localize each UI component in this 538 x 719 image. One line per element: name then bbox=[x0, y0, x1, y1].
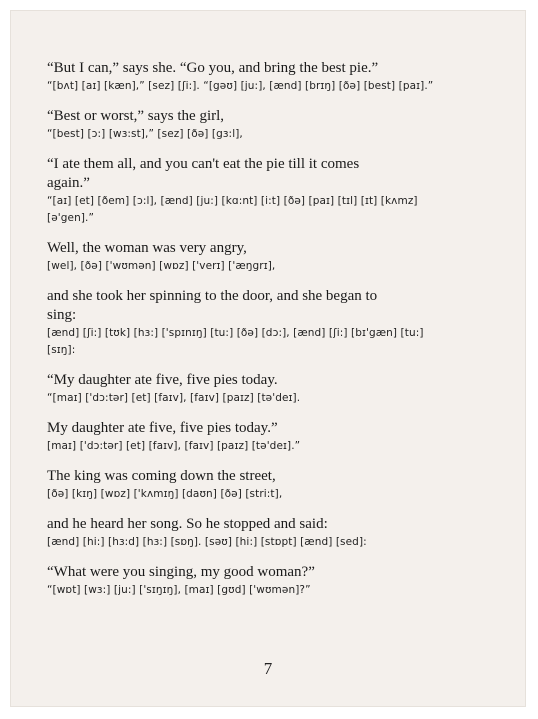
paragraph bbox=[47, 563, 499, 599]
english-line: “I ate them all, and you can't eat the pie till it comes bbox=[47, 156, 360, 172]
ipa-transcription: [wel], [ðə] ['wʊmən] [wɒz] ['verɪ] ['æŋgrɪ], bbox=[47, 260, 276, 272]
english-line: “My daughter ate five, five pies today. bbox=[47, 372, 278, 388]
ipa-transcription: “[bʌt] [aɪ] [kæn],” [sez] [ʃi:]. “[gəʊ] [ju:], [ænd] [brɪŋ] [ðə] [best] [paɪ].” bbox=[47, 80, 434, 92]
ipa-transcription: “[best] [ɔ:] [wɜ:st],” [sez] [ðə] [gɜ:l], bbox=[47, 128, 243, 140]
english-line: “But I can,” says she. “Go you, and bring the best pie.” bbox=[47, 60, 379, 76]
english-line: again.” bbox=[47, 175, 90, 191]
ipa-transcription: [ðə] [kɪŋ] [wɒz] ['kʌmɪŋ] [daʊn] [ðə] [stri:t], bbox=[47, 488, 283, 500]
page-content bbox=[47, 59, 499, 611]
ipa-transcription: [sɪŋ]: bbox=[47, 344, 76, 356]
ipa-transcription: [ænd] [ʃi:] [tʊk] [hɜ:] ['spɪnɪŋ] [tu:] [ðə] [dɔ:], [ænd] [ʃi:] [bɪ'gæn] [tu:] bbox=[47, 327, 424, 339]
paragraph bbox=[47, 107, 499, 143]
english-line: and she took her spinning to the door, and she began to bbox=[47, 288, 378, 304]
english-line: “Best or worst,” says the girl, bbox=[47, 108, 225, 124]
book-page bbox=[10, 10, 526, 707]
paragraph bbox=[47, 467, 499, 503]
paragraph bbox=[47, 287, 499, 359]
english-line: sing: bbox=[47, 307, 77, 323]
english-line: “What were you singing, my good woman?” bbox=[47, 564, 315, 580]
paragraph bbox=[47, 155, 499, 227]
ipa-transcription: “[wɒt] [wɜ:] [ju:] ['sɪŋɪŋ], [maɪ] [gʊd] ['wʊmən]?” bbox=[47, 584, 311, 596]
ipa-transcription: “[maɪ] ['dɔ:tər] [et] [faɪv], [faɪv] [paɪz] [tə'deɪ]. bbox=[47, 392, 301, 404]
ipa-transcription: [ænd] [hi:] [hɜ:d] [hɜ:] [sɒŋ]. [səʊ] [hi:] [stɒpt] [ænd] [sed]: bbox=[47, 536, 367, 548]
paragraph bbox=[47, 59, 499, 95]
paragraph bbox=[47, 371, 499, 407]
ipa-transcription: “[aɪ] [et] [ðem] [ɔ:l], [ænd] [ju:] [kɑ:nt] [i:t] [ðə] [paɪ] [tɪl] [ɪt] [kʌmz] bbox=[47, 195, 418, 207]
english-line: My daughter ate five, five pies today.” bbox=[47, 420, 278, 436]
english-line: The king was coming down the street, bbox=[47, 468, 276, 484]
english-line: Well, the woman was very angry, bbox=[47, 240, 247, 256]
paragraph bbox=[47, 515, 499, 551]
paragraph bbox=[47, 239, 499, 275]
ipa-transcription: [ə'gen].” bbox=[47, 212, 94, 224]
ipa-transcription: [maɪ] ['dɔ:tər] [et] [faɪv], [faɪv] [paɪz] [tə'deɪ].” bbox=[47, 440, 301, 452]
english-line: and he heard her song. So he stopped and said: bbox=[47, 516, 328, 532]
page-number: 7 bbox=[263, 659, 273, 678]
paragraph bbox=[47, 419, 499, 455]
